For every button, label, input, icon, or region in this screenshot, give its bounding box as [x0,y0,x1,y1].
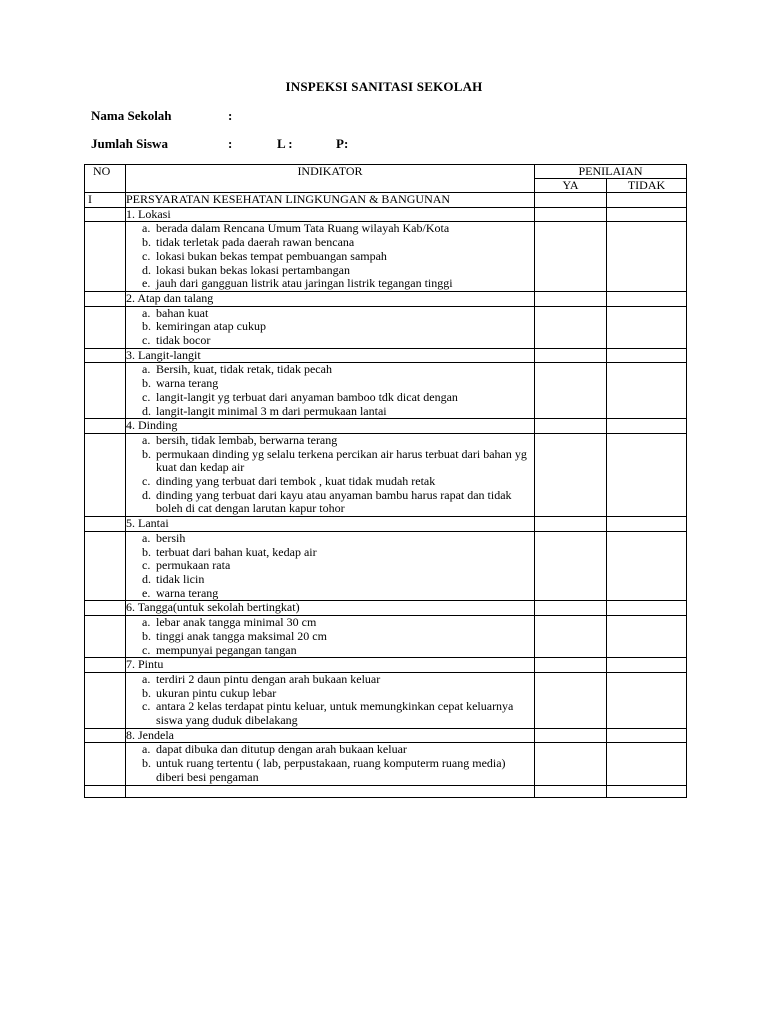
section-items-row [85,672,687,728]
no-cell [85,658,126,673]
no-cell [85,291,126,306]
laki-laki-label: L : [277,136,293,151]
item-text: kemiringan atap cukup [156,319,266,334]
answer-tidak-cell[interactable] [607,433,687,516]
section-items-row [85,222,687,292]
answer-ya-cell[interactable] [535,348,607,363]
answer-ya-cell[interactable] [535,222,607,292]
section-items [126,433,535,516]
item-letter: b. [142,446,151,461]
section-title-row [85,207,687,222]
item-letter: e. [142,585,151,600]
group-number: I [85,193,126,208]
criteria-item [126,434,534,448]
item-letter: b. [142,319,151,334]
item-text: Bersih, kuat, tidak retak, tidak pecah [156,362,332,377]
item-text: antara 2 kelas terdapat pintu keluar, untuk memungkinkan cepat keluarnya siswa yang duduk dibelakang [156,699,514,728]
criteria-item [126,334,534,348]
item-letter: a. [142,671,151,686]
answer-tidak-cell[interactable] [607,363,687,419]
section-title: 7. Pintu [126,658,535,673]
section-title: 3. Langit-langit [126,348,535,363]
criteria-item [126,673,534,687]
item-letter: d. [142,571,151,586]
item-text: warna terang [156,585,219,600]
no-cell [85,531,126,601]
answer-ya-cell[interactable] [535,785,607,797]
no-cell [85,207,126,222]
answer-tidak-cell[interactable] [607,672,687,728]
section-title: 2. Atap dan talang [126,291,535,306]
answer-tidak-cell[interactable] [607,728,687,743]
item-text: tidak bocor [156,333,211,348]
item-text: permukaan rata [156,558,231,573]
answer-ya-cell[interactable] [535,207,607,222]
no-cell [85,728,126,743]
criteria-item [126,573,534,587]
answer-ya-cell[interactable] [535,743,607,785]
criteria-item [126,475,534,489]
item-text: lokasi bukan bekas tempat pembuangan sampah [156,248,387,263]
item-text: lebar anak tangga minimal 30 cm [156,615,317,630]
item-text: berada dalam Rencana Umum Tata Ruang wilayah Kab/Kota [156,221,450,236]
criteria-item [126,307,534,321]
section-items [126,306,535,348]
answer-tidak-cell[interactable] [607,419,687,434]
item-letter: a. [142,362,151,377]
criteria-item [126,405,534,419]
item-text: ukuran pintu cukup lebar [156,685,277,700]
section-title-row [85,658,687,673]
section-items-row [85,433,687,516]
perempuan-label: P: [336,136,349,151]
answer-ya-cell[interactable] [535,291,607,306]
answer-tidak-cell[interactable] [607,222,687,292]
item-text: bersih, tidak lembab, berwarna terang [156,432,338,447]
no-cell [85,348,126,363]
item-text: bersih [156,530,186,545]
answer-tidak-cell[interactable] [607,601,687,616]
item-letter: a. [142,221,151,236]
empty-row [85,785,687,797]
no-cell [85,743,126,785]
section-title: 6. Tangga(untuk sekolah bertingkat) [126,601,535,616]
section-items [126,222,535,292]
jumlah-siswa-label: Jumlah Siswa [91,136,168,151]
item-letter: d. [142,487,151,502]
answer-ya-cell[interactable] [535,306,607,348]
item-letter: c. [142,389,151,404]
no-cell [85,601,126,616]
answer-tidak-cell[interactable] [607,616,687,658]
no-cell [85,306,126,348]
section-title-row [85,348,687,363]
document-title: INSPEKSI SANITASI SEKOLAH [285,79,483,94]
item-letter: b. [142,628,151,643]
answer-tidak-cell[interactable] [607,785,687,797]
answer-ya-cell[interactable] [535,601,607,616]
answer-ya-cell[interactable] [535,616,607,658]
item-letter: e. [142,276,151,291]
item-letter: b. [142,685,151,700]
group-row [85,193,687,208]
section-items-row [85,306,687,348]
criteria-item [126,546,534,560]
section-items-row [85,363,687,419]
item-text: langit-langit yg terbuat dari anyaman bamboo tdk dicat dengan [156,389,458,404]
no-cell [85,517,126,532]
answer-tidak-cell[interactable] [607,306,687,348]
criteria-item [126,587,534,601]
section-title: 5. Lantai [126,517,535,532]
item-text: untuk ruang tertentu ( lab, perpustakaan, ruang komputerm ruang media) diberi besi pengaman [156,756,506,784]
section-title-row [85,291,687,306]
section-title: 8. Jendela [126,728,535,743]
header-penilaian: PENILAIAN [535,165,687,179]
item-text: terdiri 2 daun pintu dengan arah bukaan keluar [156,671,381,686]
section-title: 1. Lokasi [126,207,535,222]
answer-tidak-cell[interactable] [607,658,687,673]
item-text: lokasi bukan bekas lokasi pertambangan [156,262,350,277]
section-items [126,672,535,728]
criteria-item [126,236,534,250]
criteria-item [126,391,534,405]
section-items-row [85,616,687,658]
criteria-item [126,644,534,658]
item-letter: c. [142,248,151,263]
item-letter: a. [142,432,151,447]
nama-sekolah-label: Nama Sekolah [91,108,172,123]
answer-tidak-cell[interactable] [607,207,687,222]
no-cell [85,363,126,419]
item-text: dinding yang terbuat dari tembok , kuat tidak mudah retak [156,474,436,489]
answer-tidak-cell[interactable] [607,348,687,363]
item-letter: c. [142,333,151,348]
no-cell [85,222,126,292]
answer-ya-cell[interactable] [535,531,607,601]
answer-ya-cell[interactable] [535,658,607,673]
answer-tidak-cell[interactable] [607,517,687,532]
answer-ya-cell[interactable] [535,728,607,743]
empty-indikator-cell [126,785,535,797]
header-indikator: INDIKATOR [126,165,535,193]
criteria-item [126,377,534,391]
no-cell [85,672,126,728]
criteria-item [126,559,534,573]
criteria-item [126,448,534,475]
table-header-row [85,165,687,179]
section-items [126,531,535,601]
section-items-row [85,743,687,785]
item-letter: a. [142,530,151,545]
answer-tidak-cell[interactable] [607,531,687,601]
item-text: dapat dibuka dan ditutup dengan arah bukaan keluar [156,742,407,757]
section-title-row [85,728,687,743]
item-letter: c. [142,642,151,657]
no-cell [85,433,126,516]
item-letter: a. [142,615,151,630]
section-title-row [85,601,687,616]
item-text: dinding yang terbuat dari kayu atau anyaman bambu harus rapat dan tidak boleh di cat dengan larutan kapur tohor [156,487,512,516]
item-text: tidak terletak pada daerah rawan bencana [156,235,355,250]
nama-sekolah-colon: : [228,108,233,123]
inspection-table [84,164,687,798]
criteria-item [126,277,534,291]
item-text: mempunyai pegangan tangan [156,642,297,657]
item-letter: a. [142,305,151,320]
item-text: tinggi anak tangga maksimal 20 cm [156,628,327,643]
item-letter: c. [142,558,151,573]
section-title-row [85,517,687,532]
item-text: bahan kuat [156,305,209,320]
answer-tidak-cell[interactable] [607,193,687,208]
item-letter: d. [142,262,151,277]
answer-tidak-cell[interactable] [607,743,687,785]
no-cell [85,785,126,797]
criteria-item [126,757,534,784]
no-cell [85,419,126,434]
criteria-item [126,687,534,701]
answer-ya-cell[interactable] [535,419,607,434]
criteria-item [126,363,534,377]
criteria-item [126,250,534,264]
item-text: terbuat dari bahan kuat, kedap air [156,544,317,559]
section-items [126,616,535,658]
answer-ya-cell[interactable] [535,433,607,516]
criteria-item [126,616,534,630]
section-items-row [85,531,687,601]
criteria-item [126,264,534,278]
answer-tidak-cell[interactable] [607,291,687,306]
item-text: permukaan dinding yg selalu terkena percikan air harus terbuat dari bahan yg kuat dan kedap air [156,446,527,475]
item-text: tidak licin [156,571,205,586]
item-letter: c. [142,474,151,489]
header-no: NO [85,165,126,193]
item-text: langit-langit minimal 3 m dari permukaan lantai [156,403,387,418]
header-ya: YA [535,179,607,193]
criteria-item [126,743,534,757]
criteria-item [126,630,534,644]
item-letter: b. [142,235,151,250]
answer-ya-cell[interactable] [535,672,607,728]
criteria-item [126,489,534,516]
section-items [126,363,535,419]
criteria-item [126,320,534,334]
item-letter: d. [142,403,151,418]
section-items [126,743,535,785]
jumlah-siswa-colon: : [228,136,233,151]
item-letter: b. [142,376,151,391]
answer-ya-cell[interactable] [535,363,607,419]
item-text: warna terang [156,376,219,391]
item-letter: c. [142,699,151,714]
section-title: 4. Dinding [126,419,535,434]
answer-ya-cell[interactable] [535,193,607,208]
criteria-item [126,700,534,727]
group-title: PERSYARATAN KESEHATAN LINGKUNGAN & BANGUNAN [126,193,535,208]
item-letter: a. [142,742,151,757]
criteria-item [126,222,534,236]
item-text: jauh dari gangguan listrik atau jaringan listrik tegangan tinggi [156,276,453,291]
no-cell [85,616,126,658]
section-title-row [85,419,687,434]
criteria-item [126,532,534,546]
answer-ya-cell[interactable] [535,517,607,532]
item-letter: b. [142,544,151,559]
item-letter: b. [142,756,151,771]
header-tidak: TIDAK [607,179,687,193]
